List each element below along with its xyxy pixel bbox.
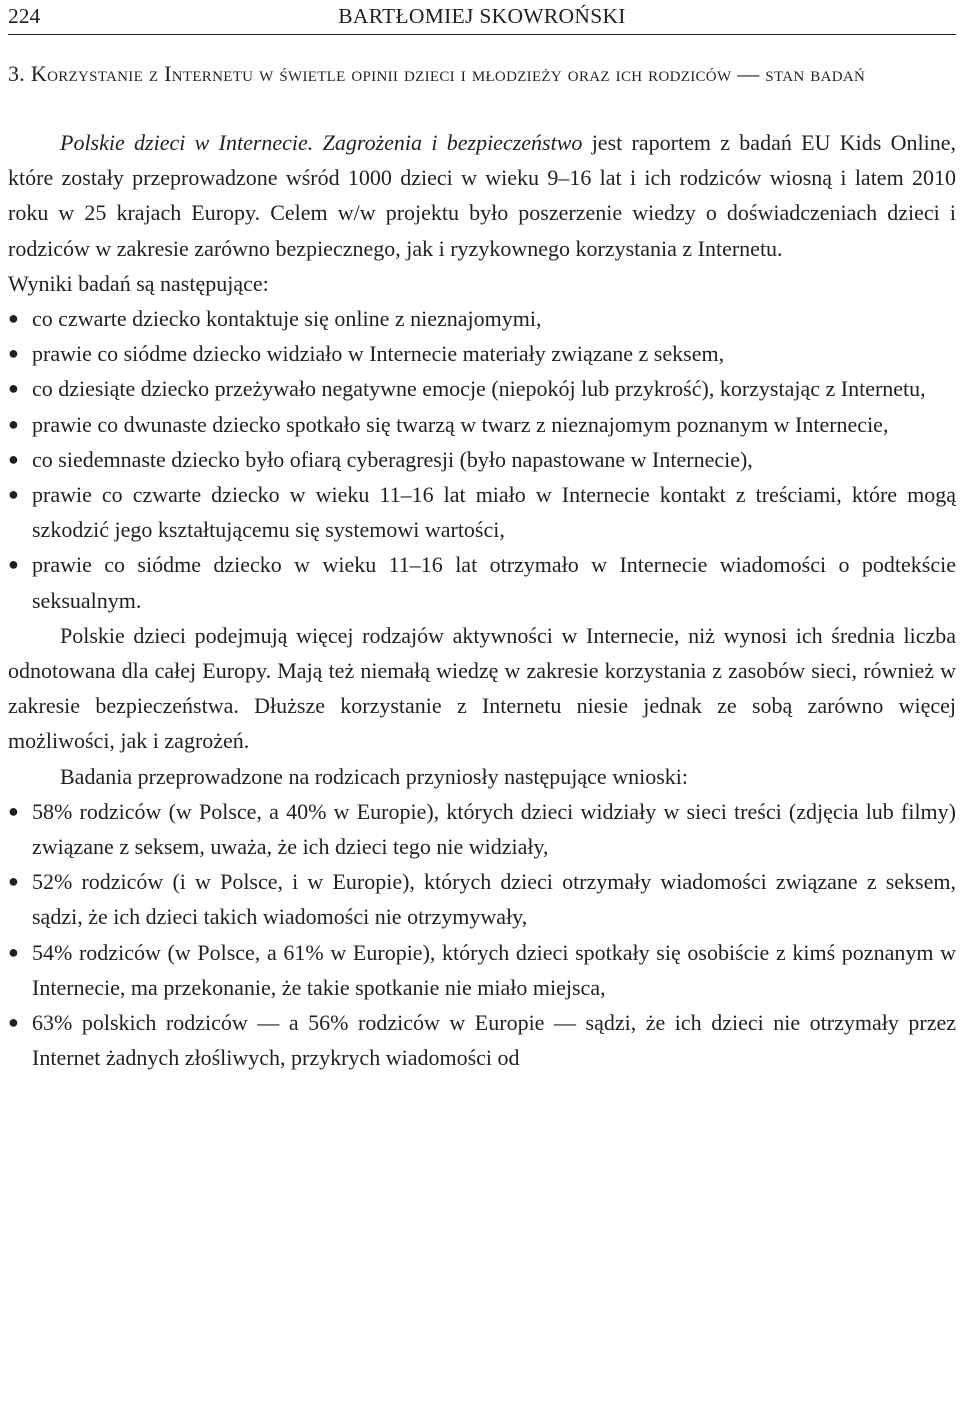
list-item: ● 52% rodziców (i w Polsce, i w Europie), których dzieci otrzymały wiadomości związane z seksem, sądzi, że ich dzieci takich wiadomości nie otrzymywały, (8, 864, 956, 934)
running-header (8, 0, 956, 35)
list-item: ● 58% rodziców (w Polsce, a 40% w Europie), których dzieci widziały w sieci treści (zdjęcia lub filmy) związane z seksem, uważa, że ich dzieci tego nie widziały, (8, 794, 956, 864)
list-item: ● co czwarte dziecko kontaktuje się online z nieznajomymi, (8, 301, 956, 336)
section-title: 3. Korzystanie z Internetu w świetle opinii dzieci i młodzieży oraz ich rodziców — stan badań (8, 61, 866, 86)
running-author: BARTŁOMIEJ SKOWROŃSKI (338, 4, 626, 28)
paragraph: Polskie dzieci podejmują więcej rodzajów aktywności w Internecie, niż wynosi ich średnia liczba odnotowana dla całej Europy. Mają też niemałą wiedzę w zakresie korzystania z zasobów sieci, również w zakresie bezpieczeństwa. Dłuższe korzystanie z Internetu niesie jednak ze sobą zarówno więcej możliwości, jak i zagrożeń. (8, 622, 956, 754)
body-text (8, 125, 956, 1075)
report-title: Polskie dzieci w Internecie. Zagrożenia i bezpieczeństwo (60, 130, 583, 155)
list-item: ● prawie co siódme dziecko widziało w Internecie materiały związane z seksem, (8, 336, 956, 371)
list-item: ● 63% polskich rodziców — a 56% rodziców w Europie — sądzi, że ich dzieci nie otrzymały przez Internet żadnych złośliwych, przykrych wiadomości od (8, 1005, 956, 1075)
page (8, 0, 956, 1075)
list-item: ● prawie co czwarte dziecko w wieku 11–16 lat miało w Internecie kontakt z treściami, które mogą szkodzić jego kształtującemu się systemowi wartości, (8, 477, 956, 547)
list-item: ● prawie co siódme dziecko w wieku 11–16 lat otrzymało w Internecie wiadomości o podtekście seksualnym. (8, 547, 956, 617)
parents-list (8, 794, 956, 1076)
parents-intro: Badania przeprowadzone na rodzicach przyniosły następujące wnioski: (60, 763, 688, 789)
results-list (8, 301, 956, 618)
page-number: 224 (8, 4, 41, 28)
list-item: ● prawie co dwunaste dziecko spotkało się twarzą w twarz z nieznajomym poznanym w Internecie, (8, 407, 956, 442)
intro-rest: jest raportem z badań EU Kids Online, które zostały przeprowadzone wśród 1000 dzieci w wieku 9–16 lat i ich rodziców wiosną i latem 2010 roku w 25 krajach Europy. Celem w/w projektu było poszerzenie wiedzy o doświadczeniach dzieci i rodziców w zakresie zarówno bezpiecznego, jak i ryzykownego korzystania z Internetu. (8, 130, 957, 261)
intro-paragraph (8, 125, 956, 266)
results-intro: Wyniki badań są następujące: (8, 270, 269, 296)
list-item: ● 54% rodziców (w Polsce, a 61% w Europie), których dzieci spotkały się osobiście z kimś poznanym w Internecie, ma przekonanie, że takie spotkanie nie miało miejsca, (8, 935, 956, 1005)
list-item: ● co siedemnaste dziecko było ofiarą cyberagresji (było napastowane w Internecie), (8, 442, 956, 477)
list-item: ● co dziesiąte dziecko przeżywało negatywne emocje (niepokój lub przykrość), korzystając z Internetu, (8, 371, 956, 406)
